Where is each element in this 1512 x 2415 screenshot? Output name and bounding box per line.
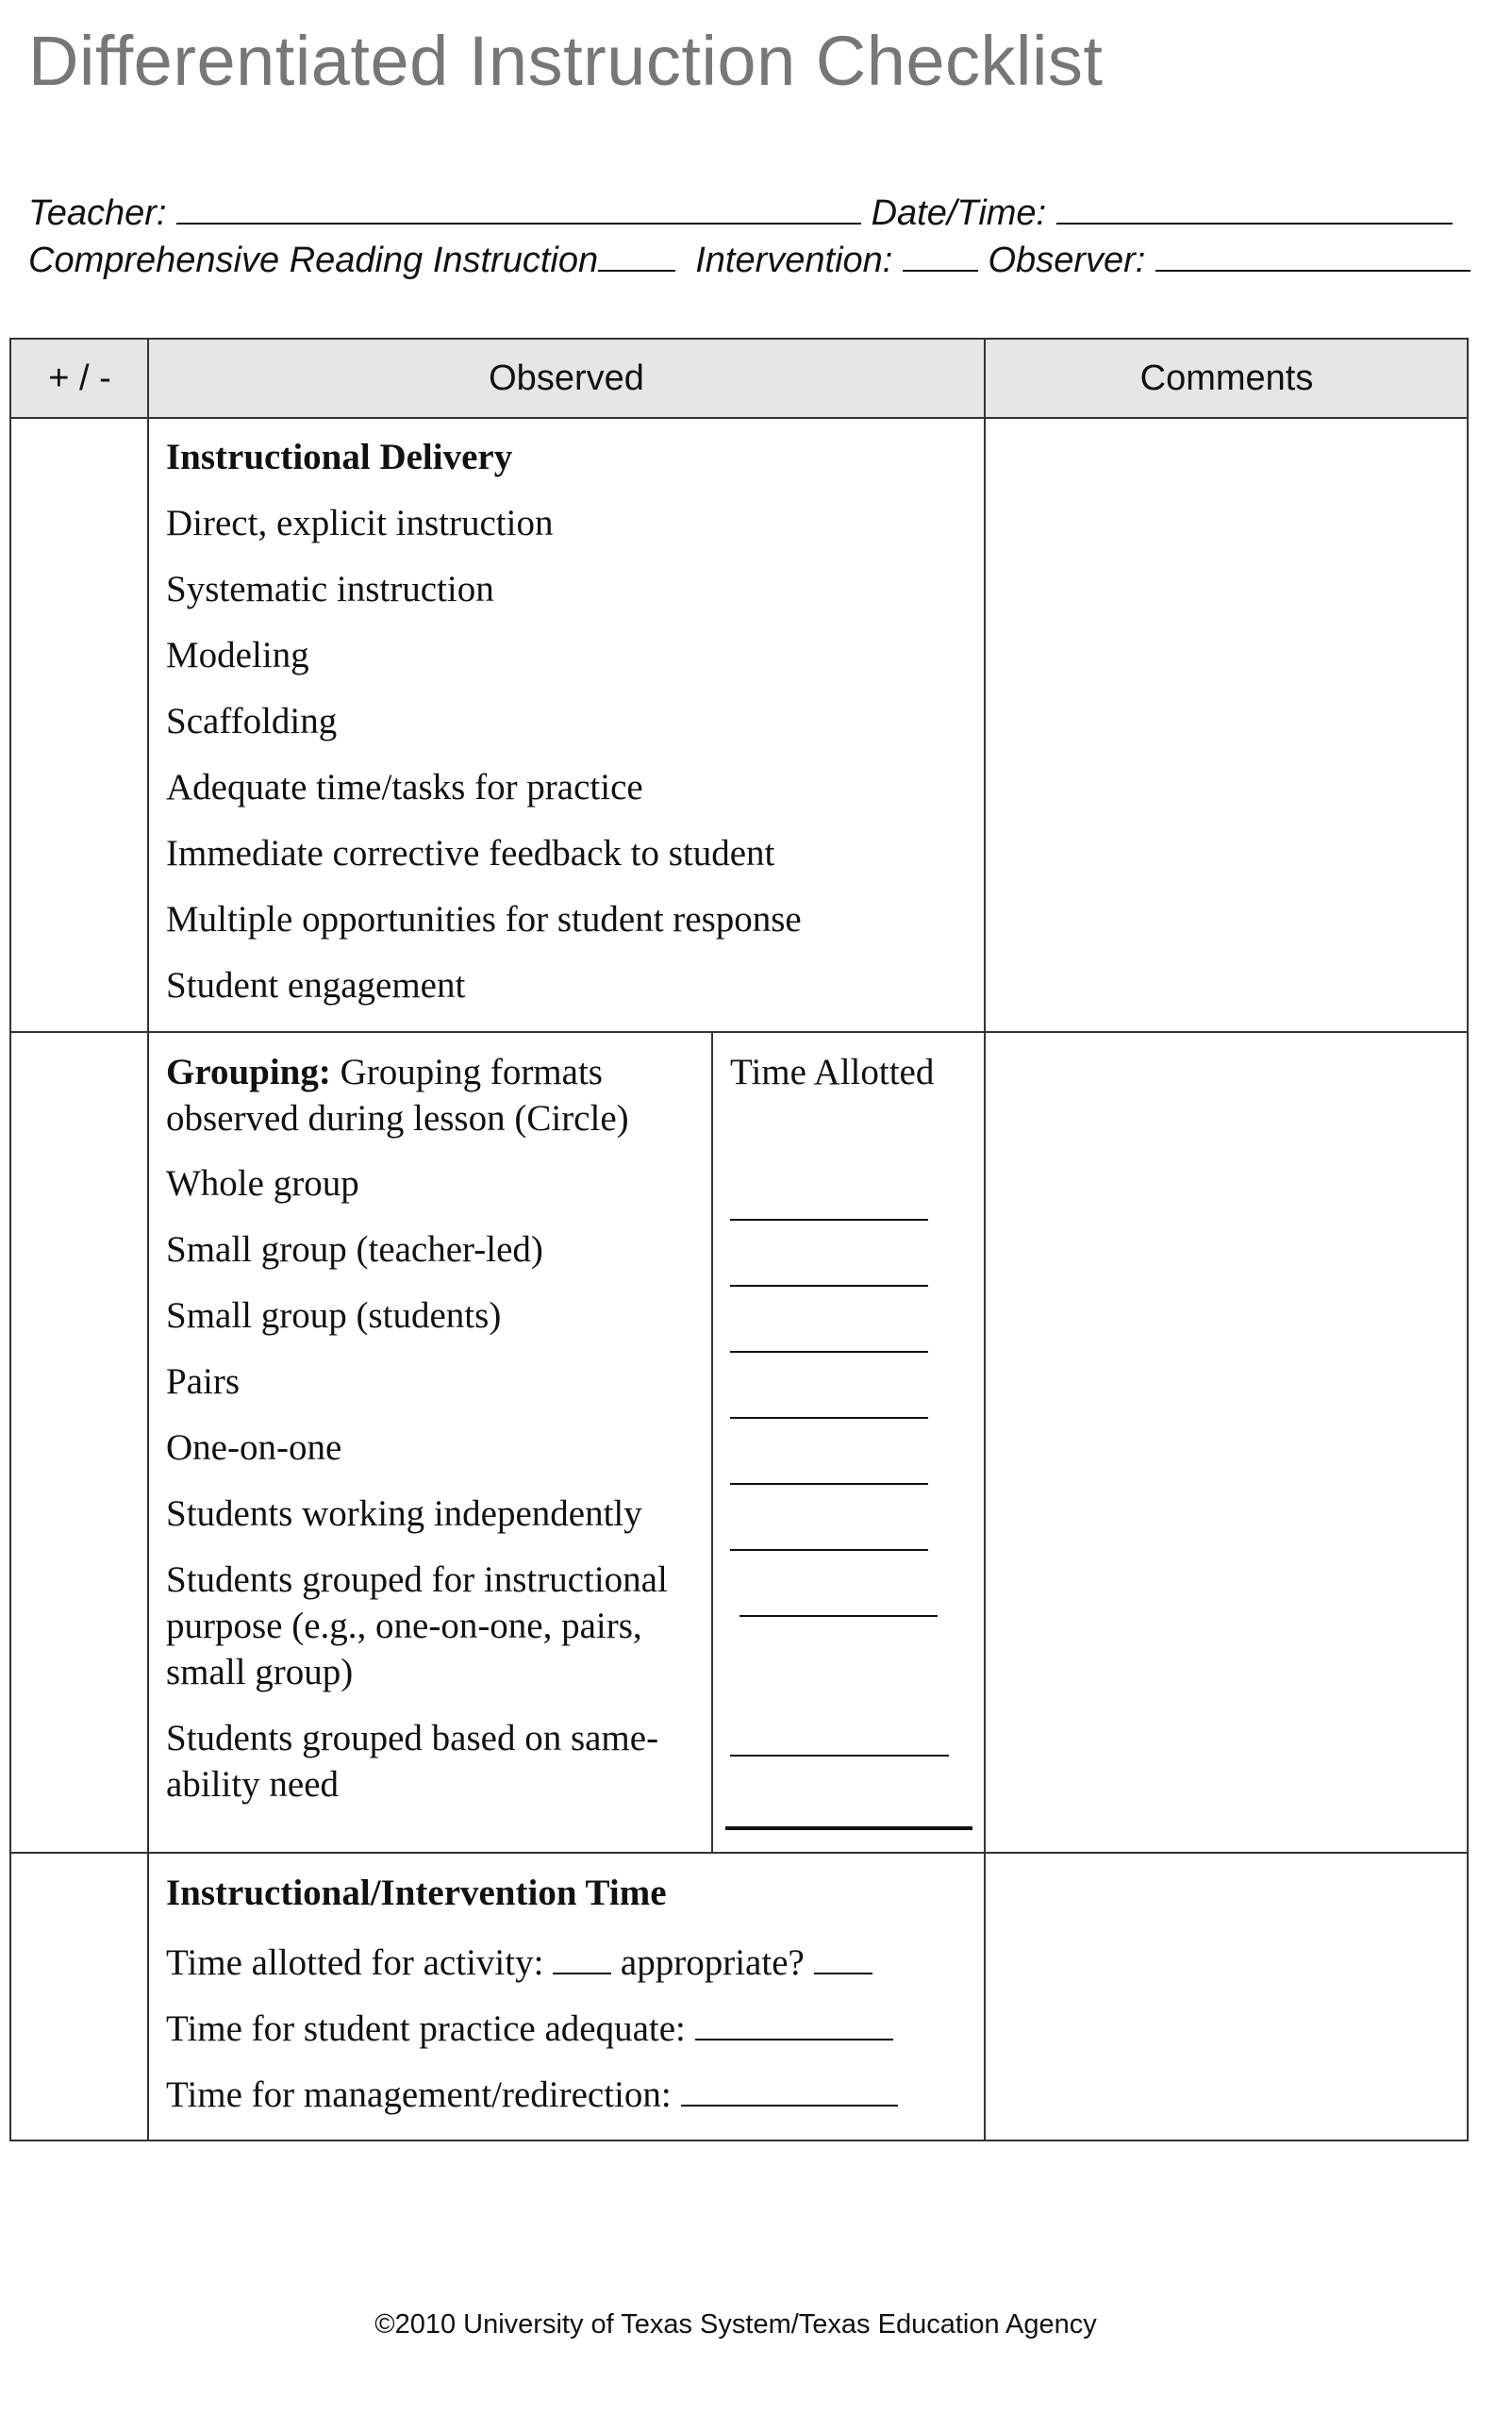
time-blank[interactable] xyxy=(730,1549,928,1551)
time-total-blank[interactable] xyxy=(725,1826,972,1830)
practice-text: Time for student practice adequate: xyxy=(166,2008,686,2049)
time-blank[interactable] xyxy=(730,1219,928,1221)
list-item: Small group (students) xyxy=(166,1295,502,1336)
practice-field[interactable] xyxy=(695,2010,893,2040)
observer-label: Observer: xyxy=(988,241,1146,280)
list-item: Scaffolding xyxy=(166,701,338,741)
list-item: Students working independently xyxy=(166,1493,642,1534)
delivery-heading: Instructional Delivery xyxy=(166,437,513,477)
list-item: Direct, explicit instruction xyxy=(166,503,554,543)
page-title: Differentiated Instruction Checklist xyxy=(28,22,1104,100)
list-item: Students grouped based on same-ability need xyxy=(166,1718,659,1805)
list-item: Systematic instruction xyxy=(166,569,494,609)
copyright-footer: ©2010 University of Texas System/Texas Education Agency xyxy=(374,2309,1097,2340)
time-blank[interactable] xyxy=(730,1351,928,1353)
time-blank[interactable] xyxy=(730,1755,949,1757)
time-allotted-label: Time Allotted xyxy=(730,1052,935,1092)
divider-mark xyxy=(147,340,149,2140)
list-item: Immediate corrective feedback to student xyxy=(166,833,775,874)
divider-time xyxy=(711,1033,713,1854)
time-blank[interactable] xyxy=(730,1285,928,1287)
teacher-label: Teacher: xyxy=(28,193,167,233)
grouping-heading-rest: Grouping formats observed during lesson (Circle) xyxy=(166,1052,629,1139)
cri-field[interactable] xyxy=(598,242,675,272)
list-item: Pairs xyxy=(166,1361,240,1402)
time-line-3 xyxy=(166,2072,898,2118)
time-allotted-field[interactable] xyxy=(553,1944,611,1974)
list-item: Small group (teacher-led) xyxy=(166,1229,543,1270)
time-blank[interactable] xyxy=(739,1615,938,1617)
col-comments-header: Comments xyxy=(1139,358,1314,398)
list-item: Student engagement xyxy=(166,965,466,1006)
appropriate-field[interactable] xyxy=(814,1944,872,1974)
management-text: Time for management/redirection: xyxy=(166,2074,672,2115)
col-mark-header: + / - xyxy=(48,358,111,398)
time-blank[interactable] xyxy=(730,1417,928,1419)
observer-field[interactable] xyxy=(1155,242,1470,272)
header-line-1 xyxy=(28,193,1453,234)
time-allotted-text: Time allotted for activity: xyxy=(166,1942,544,1983)
col-observed-header: Observed xyxy=(489,358,644,398)
list-item: Adequate time/tasks for practice xyxy=(166,767,643,808)
row-divider-2 xyxy=(11,1852,1467,1854)
grouping-heading-bold: Grouping: xyxy=(166,1052,331,1092)
time-heading: Instructional/Intervention Time xyxy=(166,1873,667,1913)
grouping-heading xyxy=(166,1049,704,1141)
intervention-field[interactable] xyxy=(903,242,978,272)
appropriate-text: appropriate? xyxy=(620,1942,805,1983)
list-item: Whole group xyxy=(166,1163,359,1204)
intervention-label: Intervention: xyxy=(695,241,893,280)
datetime-label: Date/Time: xyxy=(871,193,1047,233)
list-item: One-on-one xyxy=(166,1427,342,1468)
table-header xyxy=(11,340,1467,419)
management-field[interactable] xyxy=(681,2076,898,2107)
time-line-2 xyxy=(166,2006,893,2052)
list-item: Modeling xyxy=(166,635,309,675)
divider-comments xyxy=(984,340,986,2140)
header-line-2 xyxy=(28,241,1470,281)
time-line-1 xyxy=(166,1940,872,1986)
list-item: Students grouped for instructional purpose (e.g., one-on-one, pairs, small group) xyxy=(166,1559,668,1692)
checklist-table xyxy=(9,338,1469,2141)
list-item: Multiple opportunities for student response xyxy=(166,899,802,940)
teacher-field[interactable] xyxy=(176,194,861,225)
row-divider-1 xyxy=(11,1031,1467,1033)
time-blank[interactable] xyxy=(730,1483,928,1485)
datetime-field[interactable] xyxy=(1056,194,1453,225)
cri-label: Comprehensive Reading Instruction xyxy=(28,241,599,280)
